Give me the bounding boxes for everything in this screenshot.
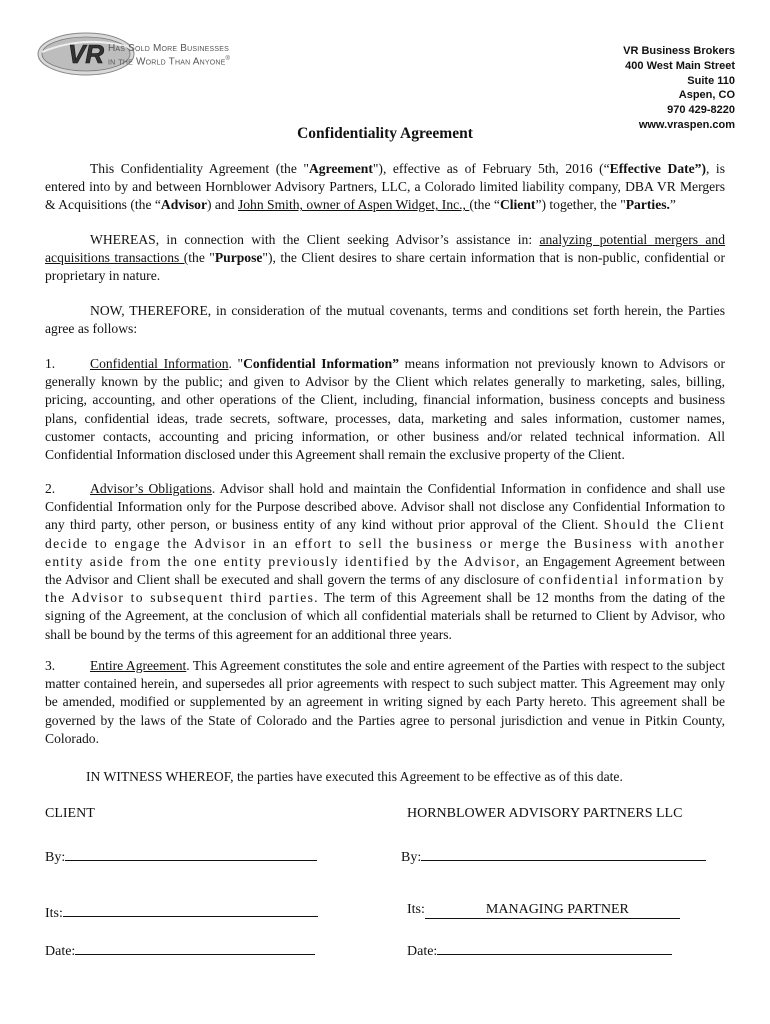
advisor-its-row <box>407 902 680 919</box>
now-therefore-paragraph: NOW, THEREFORE, in consideration of the mutual covenants, terms and conditions set forth herein, the Parties agree as follows: <box>45 303 725 337</box>
client-date-line[interactable] <box>75 940 315 955</box>
address-block <box>623 44 735 133</box>
client-its-row <box>45 902 318 922</box>
advisor-by-signature-line[interactable] <box>421 846 706 861</box>
section-2-advisor-obligations: 2. Advisor’s Obligations. Advisor shall hold and maintain the Confidential Information in confidence and shall use Confidential Information only for the Purpose described above. Advisor shall not disclose any Confidential Information to any third party, other person, or business entity of any kind without prior approval of the Client. Should the Client decide to engage the Advisor in an effort to sell the business or merge the Business with another entity aside from the one entity previously identified by the Advisor, an Engagement Agreement between the Advisor and Client shall be executed and shall govern the terms of any disclosure of confidential information by the Advisor to subsequent third parties. The term of this Agreement shall be 12 months from the dating of the signing of the Agreement, at the conclusion of which all confidential materials shall be returned to Client by Advisor, who shall be bound by the terms of this agreement for an additional three years. <box>45 481 726 642</box>
section-1-confidential-information: 1. Confidential Information. "Confidential Information” means information not previously known to Advisors or generally known by the public; and given to Advisor by the Client which relates generally to marketing, sales, billing, pricing, accounting, and other operations of the Client, including, financial information, business concepts and business plans, confidential ideas, trade secrets, software, processes, data, marketing and sales information, customer names, customer contacts, accounting and pricing information, or other business and/or related technical information. All Confidential Information disclosed under this Agreement shall remain the exclusive property of the Client. <box>45 356 725 463</box>
address-suite: Suite 110 <box>687 74 735 87</box>
whereas-paragraph: WHEREAS, in connection with the Client seeking Advisor’s assistance in: analyzing potential mergers and acquisitions transactions (the "Purpose"), the Client desires to share certain information that is non-public, confidential or proprietary in nature. <box>45 232 726 284</box>
registered-mark: ® <box>225 56 231 62</box>
logo-tagline-line-1: Has Sold More Businesses <box>108 43 229 54</box>
address-website: www.vraspen.com <box>638 118 735 131</box>
advisor-its-field[interactable]: MANAGING PARTNER <box>425 902 680 919</box>
client-date-label: Date: <box>45 944 76 959</box>
address-city: Aspen, CO <box>678 89 735 102</box>
advisor-by-label: By: <box>401 850 422 865</box>
advisor-date-row <box>407 940 672 960</box>
logo-tagline <box>108 44 230 67</box>
advisor-date-label: Date: <box>407 944 438 959</box>
address-street: 400 West Main Street <box>625 59 735 72</box>
advisor-date-line[interactable] <box>437 940 672 955</box>
address-phone: 970 429-8220 <box>667 104 735 117</box>
document-title: Confidentiality Agreement <box>297 125 473 142</box>
client-its-line[interactable] <box>63 902 318 917</box>
advisor-label: HORNBLOWER ADVISORY PARTNERS LLC <box>407 806 683 821</box>
client-label: CLIENT <box>45 806 95 821</box>
client-its-label: Its: <box>45 906 63 921</box>
client-by-row <box>45 846 317 866</box>
client-name-field: John Smith, owner of Aspen Widget, Inc., <box>237 197 470 213</box>
advisor-its-label: Its: <box>407 902 425 917</box>
section-3-entire-agreement: 3. Entire Agreement. This Agreement constitutes the sole and entire agreement of the Parties with respect to the subject matter contained herein, and supersedes all prior agreements with respect to such subject matter. This Agreement may only be amended, modified or supplemented by an agreement in writing signed by each Party hereto. This agreement shall be governed by the laws of the State of Colorado and the Parties agree to personal jurisdiction and venue in Pitkin County, Colorado. <box>45 658 725 746</box>
address-name: VR Business Brokers <box>623 45 735 57</box>
client-by-label: By: <box>45 850 66 865</box>
client-date-row <box>45 940 315 960</box>
purpose-field: analyzing potential mergers and acquisitions transactions ( <box>45 232 726 266</box>
advisor-by-row <box>401 846 706 866</box>
intro-paragraph: This Confidentiality Agreement (the "Agreement"), effective as of February 5th, 2016 (“Effective Date”), is entered into by and between Hornblower Advisory Partners, LLC, a Colorado limited liability company, DBA VR Mergers & Acquisitions (the “Advisor) and John Smith, owner of Aspen Widget, Inc., (the “Client”) together, the "Parties.” <box>45 161 726 213</box>
client-by-signature-line[interactable] <box>65 846 317 861</box>
witness-statement: IN WITNESS WHEREOF, the parties have executed this Agreement to be effective as of this date. <box>86 769 623 784</box>
logo-tagline-line-2: in the World Than Anyone® <box>108 56 231 68</box>
logo-mark: VR <box>67 39 105 69</box>
